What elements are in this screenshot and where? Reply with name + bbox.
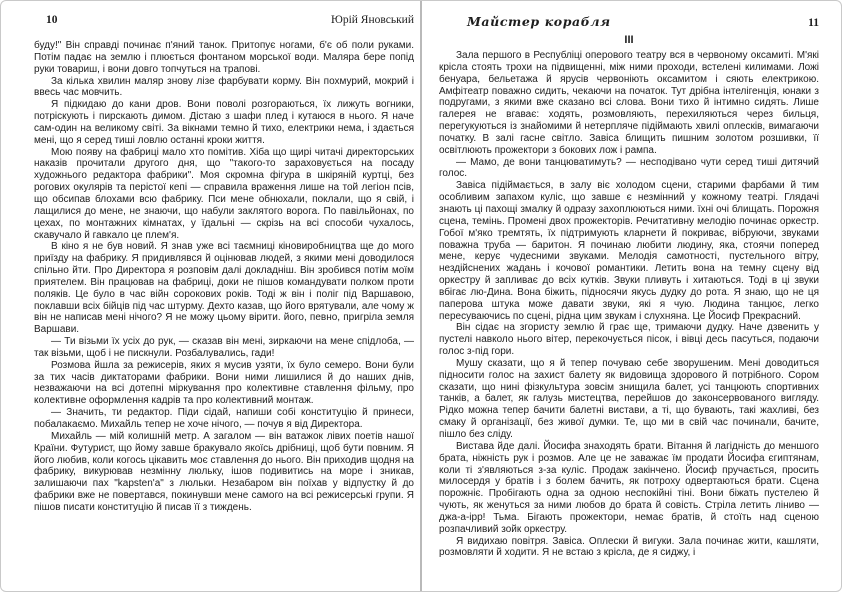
- page-left-text: [34, 40, 414, 514]
- paragraph: Мою появу на фабриці мало хто помітив. Хіба що щирі читачі директорських наказів прочитали другого дня, що "такого-то зараховується на посаду художнього редактора фабрики". Моя скромна фігура в шкіряній куртці, без рогових окулярів та перістої кепі — справила враження лише на той легіон псів, що обсипав блохами всю фабрику. Пси мене обнюхали, поклали, що я свій, і лащилися до мене, не знаючи, що набули заклятого ворога. По павільйонах, по цехах, по монтажних кімнатах, у їдальні — скрізь на всі способи чухалось, скавучало й гавкало це плем'я.: [34, 146, 414, 241]
- paragraph: Зала першого в Республіці оперового театру вся в червоному оксамиті. М'які крісла стоять трохи на підвищенні, між ними проходи, встелені килимами. Ложі бенуара, бельетажа й ярусів червоніють оксамитом і сяють електрикою. Амфітеатр поважно сидить, чекаючи на початок. Тут дрібна інтелігенція, юнаки з подругами, з якими вже сказано всі слова. Вони тихо й інтимно сидять. Лише галерея не вгаває: ходять, розмовляють, перехиляються через бильця, перегукуються із знайомими й нетерпляче підіймають хвилі оплесків, вимагаючи початку. В залі гасне світло. Завіса блищить пишним золотом розшивки, її освітлюють прожектори з бокових лож і рампа.: [439, 50, 819, 156]
- page-right: [439, 1, 819, 592]
- paragraph: Розмова йшла за режисерів, яких я мусив узяти, їх було семеро. Вони були за тих часів диктаторами фабрики. Вони ними лишилися й до наших днів, незважаючи на всі дотепні міркування про колективне ставлення фільму, про колективне оформлення кадрів та про колективний монтаж.: [34, 359, 414, 407]
- paragraph: — Значить, ти редактор. Піди сідай, напиши собі конституцію й принеси, побалакаємо. Михайль тепер не хоче нічого, — почув я від Директора.: [34, 407, 414, 430]
- running-header-title: Майстер корабля: [467, 14, 611, 29]
- paragraph: Він сідає на згористу землю й грає ще, тримаючи дудку. Наче дзвенить у пустелі навколо нього вітер, перекочується пісок, і вівці десь пасуться, подаючи голос з-під гори.: [439, 322, 819, 358]
- running-header-author: Юрій Яновський: [331, 14, 414, 26]
- paragraph: — Мамо, де вони танцюватимуть? — несподівано чути серед тиші дитячий голос.: [439, 156, 819, 180]
- chapter-heading: III: [624, 34, 634, 46]
- paragraph: В кіно я не був новий. Я знав уже всі таємниці кіновиробництва ще до мого приїзду на фабрику. Я придивлявся й оцінював людей, з якими мені доводилося спільно йти. Про Директора я розповім далі докладніш. Він зробився потім моїм приятелем. Він працював на фабриці, доки не пішов командувати полком проти поляків. Це було в час війн сорокових років. Тоді ж він і поліг під Варшавою, поклавши всіх бійців під час штурму. Дехто казав, що його врятували, але чому ж він не написав мені нічого? Я не можу цьому вірити. його, певно, пригріла земля Варшави.: [34, 241, 414, 336]
- paragraph: За кілька хвилин маляр знову лізе фарбувати корму. Він похмурий, мокрий і ввесь час мовчить.: [34, 75, 414, 99]
- paragraph: Мушу сказати, що я й тепер почуваю себе зворушеним. Мені доводиться підносити голос на захист балету як видовища здорового й потрібного. Сором сказати, що нині фізкультура зовсім знищила балет, усі танцюють спортивних танків, а балет, як галузь мистецтва, перейшов до законсервованого вигляду. Рідко можна тепер бачити балетні вистави, а ті, що бувають, такі жахливі, без смаку й організації, без живої думки. Те, що ми в свій час починали, бачите, пішло без сліду.: [439, 357, 819, 440]
- paragraph: Завіса підіймається, в залу віє холодом сцени, старими фарбами й тим особливим запахом куліс, що завше є незмінний у кожному театрі. Глядачі знають ці пахощі змалку й одразу захоплюються ними. їхні очі блищать. Порожня сцена, темінь. Промені двох прожекторів. Речитативну мелодію починає оркестр. Гобої м'яко тремтять, їх підтримують кларнети й покриває, вібруючи, звуками поважна труба — баритон. Я починаю любити людину, яка, стоячи поперед мене, керує чудесними звуками. Мелодія самотності, пустельного вітру, нездійснених жадань і кочової романтики. Летить вона на темну сцену від оркестру й запливає до всіх кутків. Звуки пливуть і хитаються. Тоді в ці звуки вбігає лю-Дина. Вона біжить, підносячи якусь дудку до рота. Я знаю, що не ця паперова штука може давати звуки, які я чую. Людина танцює, легко пересуваючись по сцені, рідна цим звукам і слухняна. Це Йосиф Прекрасний.: [439, 180, 819, 322]
- paragraph: буду!" Він справді починає п'яний танок. Притопує ногами, б'є об поли руками. Потім падає на землю і плюється фонтаном морської води. Маляра бере попід руки товариш, і вони довго топчуться на трапові.: [34, 40, 414, 75]
- page-number-left: 10: [46, 14, 58, 26]
- page-left: [34, 1, 414, 592]
- page-number-right: 11: [808, 17, 819, 29]
- paragraph: Михайль — мій колишній метр. А загалом — він ватажок лівих поетів нашої Країни. Футурист, що йому завше бракувало якоїсь дрібниці, щоб бути повним. Я його любив, коли когось цікавить моє ставлення до нього. Він приходив щодня на фабрику, викурював незмінну люльку, ішов подивитись на море і зникав, залишаючи пах "kapsten'a" з люльки. Незабаром він поїхав у відпустку й до фабрики вже не повертався, покинувши мене самого на всі режисерські групи. Я пішов писати конституцію й писав її з тиждень.: [34, 430, 414, 513]
- page-right-text: [439, 50, 819, 559]
- running-head-left: [34, 14, 414, 28]
- paragraph: — Ти візьми їх усіх до рук, — сказав він мені, зиркаючи на мене спідлоба, — так візьми, щоб і не пискнули. Розбалувались, гади!: [34, 336, 414, 359]
- running-head-right: [439, 14, 819, 28]
- paragraph: Я видихаю повітря. Завіса. Оплески й вигуки. Зала починає жити, кашляти, розмовляти й ходити. Я не встаю з крісла, де я сиджу, і: [439, 535, 819, 559]
- paragraph: Вистава йде далі. Йосифа знаходять брати. Вітання й лагідність до меншого брата, ніжність рук і розмов. Але це не заважає їм продати Йосифа єгиптянам, коли ті з'являються з-за куліс. Продаж закінчено. Йосиф пручається, просить милосердя у братів і з болем бачить, як потроху одвертаються брати. Сцена порожніє. Пробігають одна за одною неспокійні тіні. Вони біжать пустелею й чують, як женуться за ними любов до брата й совість. Стріла летить ліниво — джа-а-ірр! Тьма. Бігають прожектори, немає братів, й стоїть над сценою розпачливий зойк оркестру.: [439, 440, 819, 535]
- page-divider: [420, 1, 422, 591]
- paragraph: Я підкидаю до кани дров. Вони поволі розгораються, їх лижуть вогники, потріскують і пирскають димом. Дістаю з шафи плед і кутаюся в нього. Я наче сам-один на великому світі. За вікнами темно й тихо, електрики нема, і здається мені, що я серед тиші ловлю останні кроки життя.: [34, 99, 414, 146]
